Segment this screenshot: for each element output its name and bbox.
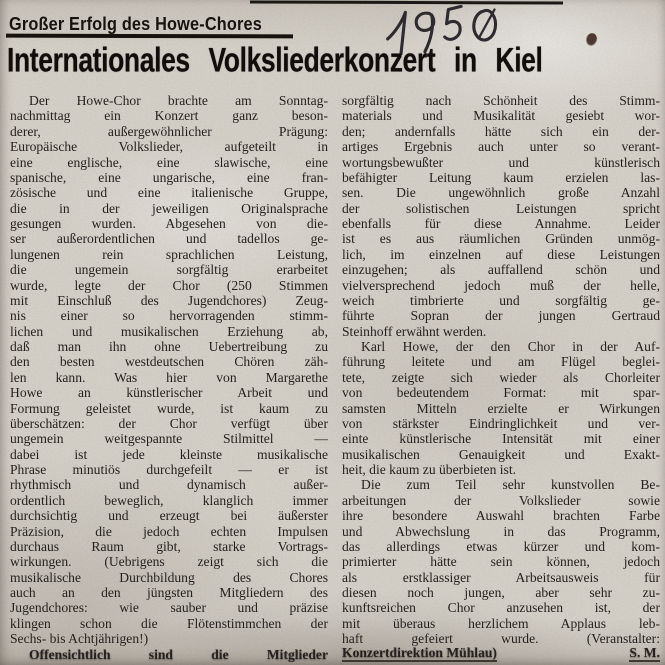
article-line: den besten westdeutschen Chören zäh- (10, 354, 328, 370)
article-line: lichen und musikalischen Erziehung ab, (10, 323, 328, 339)
article-line: das allerdings etwas kürzer und kom- (342, 538, 660, 554)
article-line: wortungsbewußter und künstlerisch (342, 154, 660, 170)
main-headline: Internationales Volksliederkonzert in Kiel (7, 41, 543, 80)
article-line: Jugendchores: wie sauber und präzise (10, 600, 328, 616)
article-line: Karl Howe, der den Chor in der Auf- (361, 339, 660, 354)
article-line: sen. Die ungewöhnlich große Anzahl (342, 185, 660, 201)
article-line: artiges Ergebnis auch unter so verant- (342, 139, 660, 155)
column-right-lines (342, 93, 660, 647)
article-line: klingen schon die Flötenstimmchen der (10, 615, 328, 631)
kicker-headline: Großer Erfolg des Howe-Chores (9, 13, 262, 34)
article-line: von stärkster Eindringlichkeit und ver- (342, 415, 660, 431)
article-line: auch an den jüngsten Mitgliedern des (10, 585, 328, 600)
article-line: einzugehen; als auffallend schön und (342, 262, 660, 278)
article-line: einte künstlerische Intensität mit einer (342, 431, 660, 447)
article-line: ser außerordentlichen und tadellos ge- (10, 231, 328, 247)
article-line: befähigter Leitung kaum erzielen las- (342, 169, 660, 185)
article-line: musikalischen Genauigkeit und Exakt- (342, 446, 660, 462)
article-line: Offensichtlich sind die Mitglieder (29, 646, 328, 662)
kicker-underline (6, 34, 293, 38)
article-line: dabei ist jede kleinste musikalische (10, 446, 328, 462)
article-line: mit überaus herzlichem Applaus leb- (342, 615, 660, 631)
article-line: materials und Musikalität gesiebt wor- (342, 108, 660, 124)
article-line: durchsichtig und erzeugt bei äußerster (10, 508, 328, 524)
article-line: ebenfalls für diese Annahme. Leider (342, 216, 660, 231)
article-line: ist es aus räumlichen Gründen unmög- (342, 231, 660, 247)
article-line: führung leitete und am Flügel beglei- (342, 354, 660, 370)
article-line: wirkungen. (Uebrigens zeigt sich die (10, 554, 328, 570)
article-line: überschätzen: der Chor verfügt über (10, 415, 328, 431)
article-line: primierter hätte sein können, jedoch (342, 554, 660, 570)
article-line: die in der jeweiligen Originalsprache (10, 200, 328, 216)
column-left-lines (10, 93, 328, 662)
article-line: ordentlich beweglich, klanglich immer (10, 492, 328, 508)
article-line: Formung geleistet wurde, ist kaum zu (10, 400, 328, 416)
article-line: zösische und eine italienische Gruppe, (10, 185, 328, 201)
ink-spot (584, 32, 598, 48)
article-line: die ungemein sorgfältig erarbeitet (10, 262, 328, 278)
article-line: den; andernfalls hätte sich ein der- (342, 123, 660, 139)
article-line: kunftsreichen Chor anzusehen ist, der (342, 600, 660, 616)
article-line: Präzision, die jedoch echten Impulsen (10, 523, 328, 539)
article-line: daß man ihn ohne Uebertreibung zu (10, 339, 328, 354)
article-line: Howe an künstlerischer Arbeit und (10, 385, 328, 401)
article-line: heit, die kaum zu überbieten ist. (342, 462, 517, 477)
article-line: Sechs- bis Achtjährigen!) (10, 631, 149, 647)
article-line: Phrase minutiös durchgefeilt — er ist (10, 462, 328, 477)
article-line: vielversprechend jedoch muß der helle, (342, 277, 660, 293)
article-line: gesungen wurden. Abgesehen von die- (10, 216, 328, 231)
footer-publisher: Konzertdirektion Mühlau) (342, 644, 497, 660)
article-line: nachmittag ein Konzert ganz beson- (10, 108, 328, 124)
article-line: rhythmisch und dynamisch außer- (10, 477, 328, 493)
article-line: führte Sopran der jungen Gertraud (342, 308, 660, 324)
article-line: ungemein weitgespannte Stilmittel — (10, 431, 328, 447)
article-line: mit Einschluß des Jugendchores) Zeug- (10, 292, 328, 308)
article-line: sorgfältig nach Schönheit des Stimm- (342, 93, 660, 108)
article-line: tete, zeigte sich wieder als Chorleiter (342, 369, 660, 385)
article-line: musikalische Durchbildung des Chores (10, 569, 328, 585)
article-line: ihre besondere Auswahl brachten Farbe (342, 508, 660, 524)
article-line: wurde, legte der Chor (250 Stimmen (10, 277, 328, 293)
article-body (10, 93, 660, 662)
article-line: samsten Mitteln erzielte er Wirkungen (342, 400, 660, 416)
article-line: len kann. Was hier von Margarethe (10, 369, 328, 385)
footer-initials: S. M. (629, 644, 660, 660)
column-left (10, 93, 328, 662)
article-line: arbeitungen der Volkslieder sowie (342, 492, 660, 508)
article-line: nis einer so hervorragenden stimm- (10, 308, 328, 324)
article-line: haft gefeiert wurde. (Veranstalter: (342, 631, 660, 647)
article-line: und Abwechslung in das Programm, (342, 523, 660, 539)
article-line: Der Howe-Chor brachte am Sonntag- (29, 93, 328, 108)
article-line: derer, außergewöhnlicher Prägung: (10, 123, 328, 139)
article-line: lich, im einzelnen auf diese Leistungen (342, 246, 660, 262)
article-line: durchaus Raum gibt, starke Vortrags- (10, 538, 328, 554)
article-line: Die zum Teil sehr kunstvollen Be- (361, 477, 660, 493)
article-line: lungenen rein sprachlichen Leistung, (10, 246, 328, 262)
article-line: spanische, eine ungarische, eine fran- (10, 169, 328, 185)
article-line: diesen noch jungen, aber sehr zu- (342, 585, 660, 600)
article-line: Europäische Volkslieder, aufgeteilt in (10, 139, 328, 155)
top-edge-rule (250, 0, 563, 4)
article-line: eine englische, eine slawische, eine (10, 154, 328, 170)
article-line: von bedeutendem Format: mit spar- (342, 385, 660, 401)
article-line: als erstklassiger Arbeitsausweis für (342, 569, 660, 585)
article-line: Steinhoff erwähnt werden. (342, 323, 487, 339)
column-right (342, 93, 660, 662)
footer-line (342, 644, 660, 662)
article-line: der solistischen Leistungen spricht (342, 200, 660, 216)
article-line: weich timbrierte und sorgfältig ge- (342, 292, 660, 308)
